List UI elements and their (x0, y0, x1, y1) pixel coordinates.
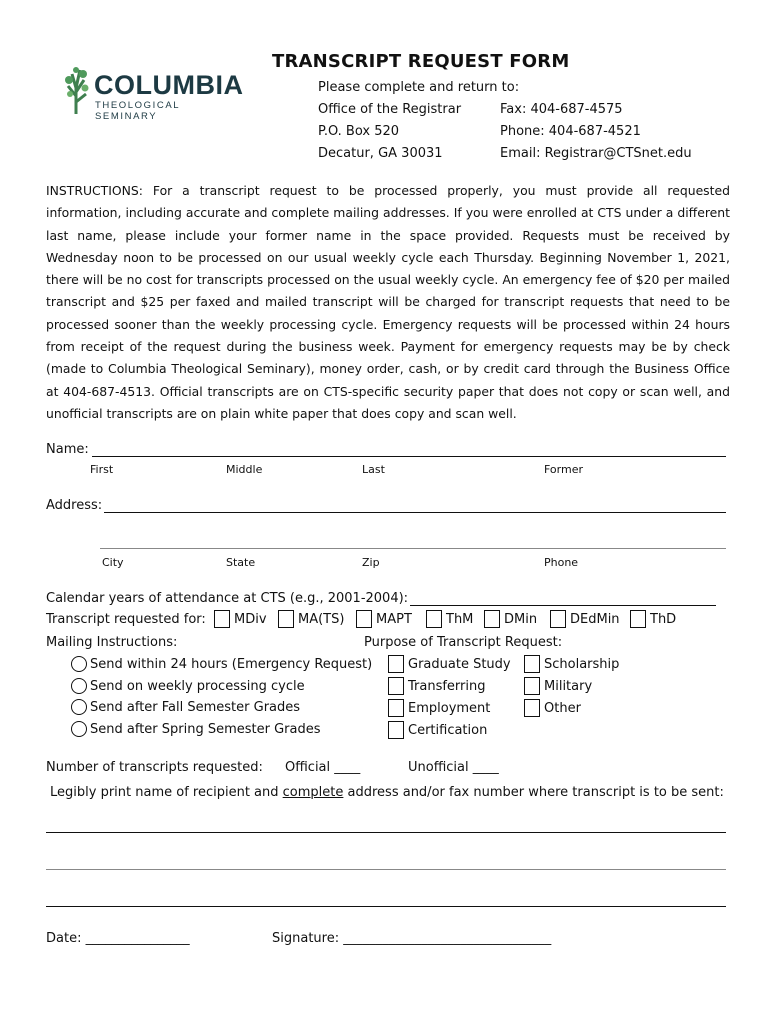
count-label: Number of transcripts requested: (46, 760, 263, 775)
address-label: Address: (46, 498, 103, 513)
mailing-label: Mailing Instructions: (46, 635, 178, 650)
mailing-option: Send after Fall Semester Grades (90, 700, 301, 715)
recipient-text-before: Legibly print name of recipient and (50, 785, 283, 800)
degree-option: MA(TS) (298, 612, 345, 627)
recipient-instructions (50, 785, 724, 800)
purpose-checkbox[interactable] (388, 699, 404, 717)
middle-label: Middle (226, 463, 263, 476)
attendance-label: Calendar years of attendance at CTS (e.g., 2001-2004): (46, 591, 409, 606)
mailing-option: Send on weekly processing cycle (90, 679, 305, 694)
return-to: Please complete and return to: (318, 80, 520, 95)
city-label: City (102, 556, 124, 569)
phone-number: Phone: 404-687-4521 (500, 124, 641, 139)
recipient-line-1[interactable] (46, 832, 726, 833)
degree-checkbox[interactable] (214, 610, 230, 628)
mailing-radio[interactable] (71, 678, 87, 694)
degree-checkbox[interactable] (356, 610, 372, 628)
degree-option: DMin (504, 612, 538, 627)
logo-name: COLUMBIA (94, 70, 244, 100)
tree-logo-icon (64, 66, 90, 114)
purpose-option: Graduate Study (408, 657, 511, 672)
recipient-text-after: address and/or fax number where transcript is to be sent: (343, 785, 724, 800)
purpose-checkbox[interactable] (388, 655, 404, 673)
fax-number: Fax: 404-687-4575 (500, 102, 623, 117)
mailing-radio[interactable] (71, 721, 87, 737)
name-field[interactable] (92, 456, 726, 457)
official-count[interactable]: Official ____ (285, 760, 361, 775)
purpose-checkbox[interactable] (388, 677, 404, 695)
degree-option: DEdMin (570, 612, 620, 627)
office-city: Decatur, GA 30031 (318, 146, 443, 161)
purpose-option: Other (544, 701, 581, 716)
logo (64, 66, 244, 122)
date-field[interactable]: Date: ________________ (46, 931, 190, 946)
degrees-label: Transcript requested for: (46, 612, 206, 627)
recipient-line-3[interactable] (46, 906, 726, 907)
degree-option: MAPT (376, 612, 412, 627)
name-label: Name: (46, 442, 89, 457)
phone-label: Phone (544, 556, 579, 569)
degree-option: ThD (650, 612, 677, 627)
degree-option: MDiv (234, 612, 267, 627)
purpose-option: Military (544, 679, 593, 694)
purpose-option: Transferring (408, 679, 486, 694)
purpose-checkbox[interactable] (524, 677, 540, 695)
address-line-2[interactable] (100, 548, 726, 549)
address-field[interactable] (104, 512, 726, 513)
office-name: Office of the Registrar (318, 102, 462, 117)
signature-field[interactable]: Signature: ________________________________ (272, 931, 552, 946)
attendance-field[interactable] (410, 605, 716, 606)
instructions-paragraph: INSTRUCTIONS: For a transcript request to be processed properly, you must provide all requested information, including accurate and complete mailing addresses. If you were enrolled at CTS under a different last name, please include your former name in the space provided. Requests must be received by Wednesday noon to be processed on our usual weekly cycle each Thursday. Beginning November 1, 2021, there will be no cost for transcripts processed on the usual weekly cycle. An emergency fee of $20 per mailed transcript and $25 per faxed and mailed transcript will be charged for transcript requests that need to be processed sooner than the weekly processing cycle. Emergency requests will be processed within 24 hours from receipt of the request during the business week. Payment for emergency requests may be by check (made to Columbia Theological Seminary), money order, cash, or by credit card through the Business Office at 404-687-4513. Official transcripts are on CTS-specific security paper that does not copy or scan well, and unofficial transcripts are on plain white paper that does copy and scan well. (46, 183, 730, 421)
state-label: State (226, 556, 256, 569)
mailing-option: Send within 24 hours (Emergency Request) (90, 657, 373, 672)
degree-option: ThM (446, 612, 474, 627)
mailing-radio[interactable] (71, 699, 87, 715)
first-label: First (90, 463, 114, 476)
degree-checkbox[interactable] (484, 610, 500, 628)
recipient-line-2[interactable] (46, 869, 726, 870)
purpose-option: Employment (408, 701, 491, 716)
purpose-option: Scholarship (544, 657, 620, 672)
degree-checkbox[interactable] (630, 610, 646, 628)
degree-checkbox[interactable] (278, 610, 294, 628)
email-address: Email: Registrar@CTSnet.edu (500, 146, 692, 161)
purpose-checkbox[interactable] (524, 699, 540, 717)
degree-checkbox[interactable] (426, 610, 442, 628)
purpose-checkbox[interactable] (388, 721, 404, 739)
mailing-radio[interactable] (71, 656, 87, 672)
last-label: Last (362, 463, 385, 476)
purpose-label: Purpose of Transcript Request: (364, 635, 563, 650)
unofficial-count[interactable]: Unofficial ____ (408, 760, 499, 775)
mailing-option: Send after Spring Semester Grades (90, 722, 321, 737)
zip-label: Zip (362, 556, 380, 569)
po-box: P.O. Box 520 (318, 124, 400, 139)
purpose-checkbox[interactable] (524, 655, 540, 673)
former-label: Former (544, 463, 583, 476)
logo-subtitle: THEOLOGICAL SEMINARY (95, 100, 180, 122)
recipient-emphasis: complete (282, 785, 344, 800)
purpose-option: Certification (408, 723, 488, 738)
degree-checkbox[interactable] (550, 610, 566, 628)
form-title: TRANSCRIPT REQUEST FORM (272, 51, 570, 72)
